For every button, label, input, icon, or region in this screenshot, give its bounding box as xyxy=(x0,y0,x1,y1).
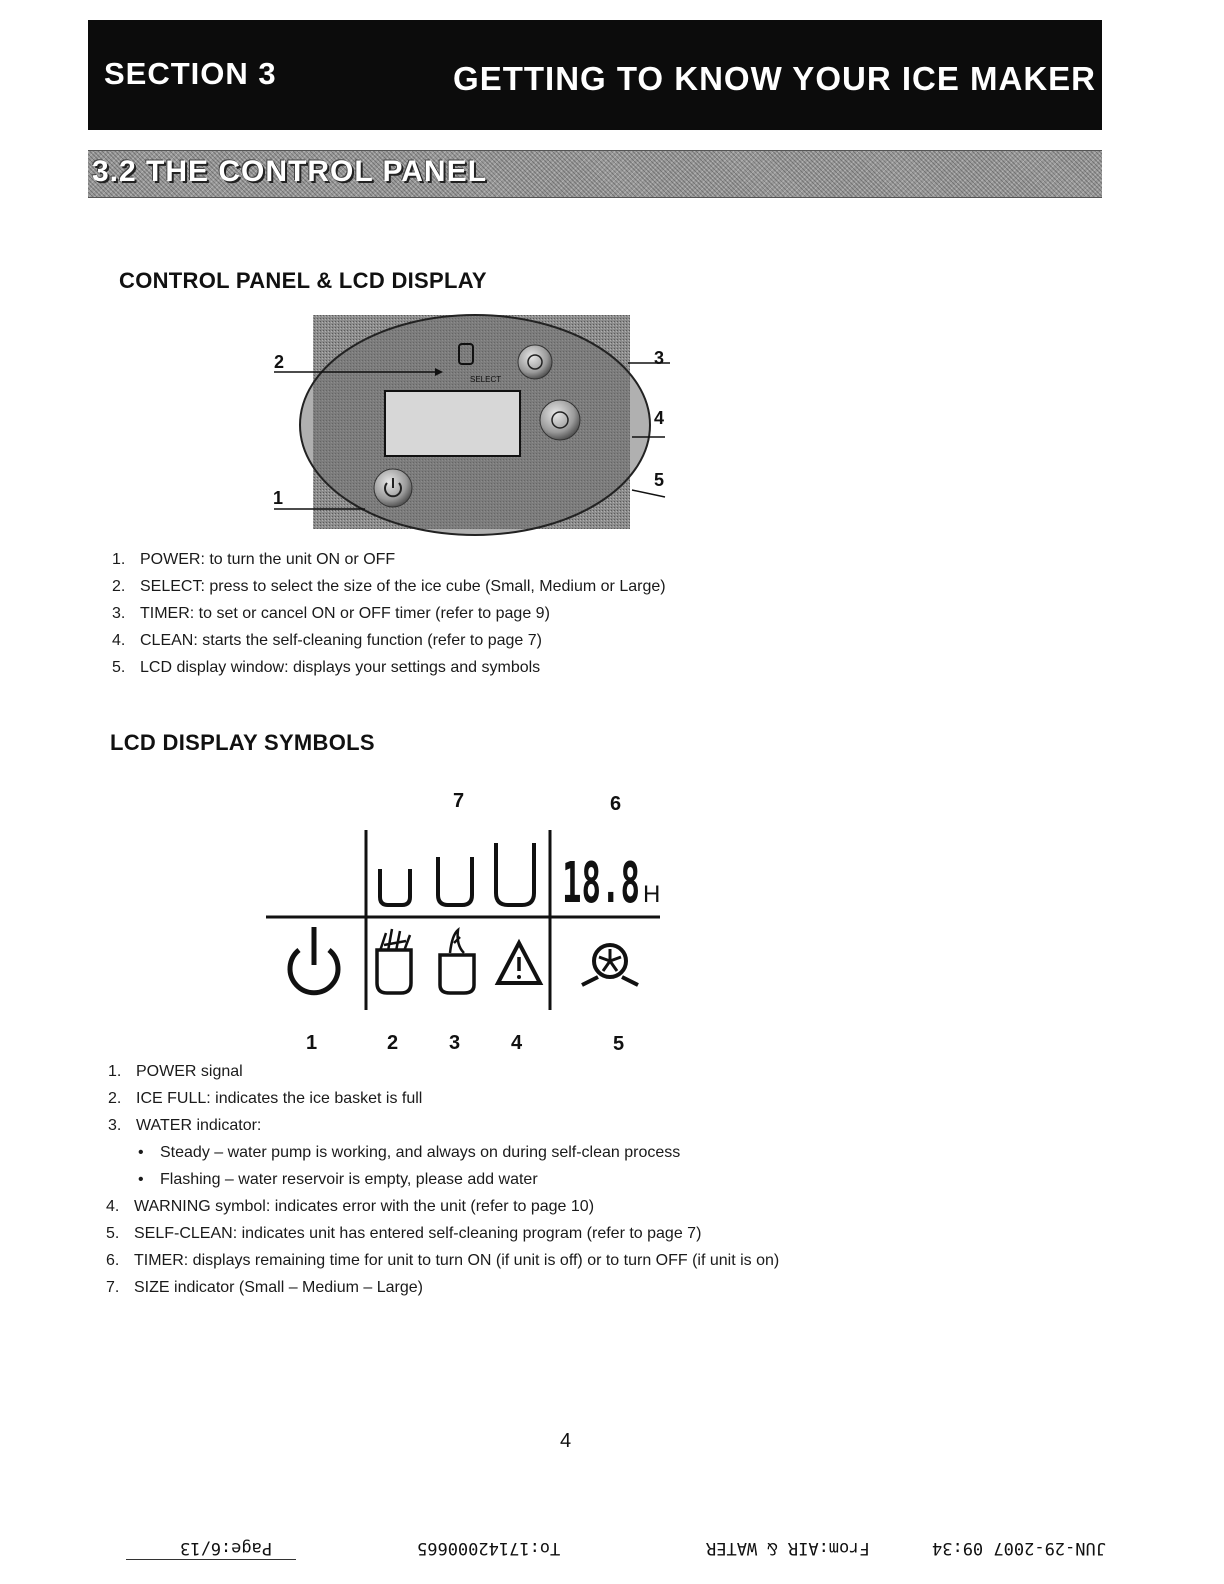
subsection-header-bar xyxy=(88,150,1102,198)
large-cube-icon xyxy=(496,843,534,905)
list-item: 3. TIMER: to set or cancel ON or OFF timer (refer to page 9) xyxy=(112,605,550,622)
label-7: 7 xyxy=(453,790,465,812)
clean-button xyxy=(540,400,580,440)
control-panel-photo xyxy=(260,300,680,540)
timer-digits: 18.8 xyxy=(562,851,640,916)
lcd-window xyxy=(385,391,520,456)
lcd-symbols-grid xyxy=(260,785,680,1060)
callout-1: 1 xyxy=(273,488,284,508)
medium-cube-icon xyxy=(438,857,472,905)
list-item: 4. CLEAN: starts the self-cleaning function (refer to page 7) xyxy=(112,632,542,649)
section-header-bar xyxy=(88,20,1102,130)
callout-2: 2 xyxy=(274,352,285,372)
lcd-symbols-list xyxy=(108,1058,422,1139)
select-label: SELECT xyxy=(470,375,502,384)
label-1: 1 xyxy=(306,1032,318,1054)
control-panel-illustration xyxy=(260,300,680,540)
subsection-title: 3.2 THE CONTROL PANEL xyxy=(92,155,487,188)
list-item: 5. LCD display window: displays your settings and symbols xyxy=(112,659,541,676)
section-title: GETTING TO KNOW YOUR ICE MAKER xyxy=(453,60,1096,97)
list-item: 5. SELF-CLEAN: indicates unit has entered self-cleaning program (refer to page 7) xyxy=(106,1225,702,1242)
timer-hour-unit: H xyxy=(643,881,661,908)
small-cube-icon xyxy=(380,869,410,905)
callout-4: 4 xyxy=(654,408,665,428)
control-panel-heading: CONTROL PANEL & LCD DISPLAY xyxy=(119,268,487,293)
list-item: • Steady – water pump is working, and always on during self-clean process xyxy=(138,1144,681,1161)
list-item: 6. TIMER: displays remaining time for unit to turn ON (if unit is off) or to turn OFF (if unit is on) xyxy=(106,1252,780,1269)
fax-underline xyxy=(126,1559,296,1560)
ice-full-icon xyxy=(377,950,411,993)
section-number: SECTION 3 xyxy=(104,56,277,91)
label-6: 6 xyxy=(610,793,622,815)
list-item: 7. SIZE indicator (Small – Medium – Large) xyxy=(106,1279,423,1296)
lcd-symbols-list-continued xyxy=(106,1193,779,1301)
list-item: • Flashing – water reservoir is empty, please add water xyxy=(138,1171,538,1188)
list-item: 3. WATER indicator: xyxy=(108,1117,262,1134)
lcd-symbols-diagram xyxy=(260,785,680,1060)
callout-3: 3 xyxy=(654,348,665,368)
page-number: 4 xyxy=(560,1430,572,1452)
water-indicator-icon xyxy=(440,955,474,993)
list-item: 2. ICE FULL: indicates the ice basket is full xyxy=(108,1090,423,1107)
timer-button xyxy=(518,345,552,379)
list-item: 1. POWER signal xyxy=(108,1063,243,1080)
label-3: 3 xyxy=(449,1032,461,1054)
fax-page-count: Page:6/13 xyxy=(180,1538,273,1558)
water-indicator-bullets xyxy=(108,1139,680,1193)
list-item: 2. SELECT: press to select the size of the ice cube (Small, Medium or Large) xyxy=(112,578,666,595)
label-2: 2 xyxy=(387,1032,399,1054)
list-item: 4. WARNING symbol: indicates error with the unit (refer to page 10) xyxy=(106,1198,595,1215)
fax-to: To:17142000665 xyxy=(417,1538,561,1558)
callout-line-5 xyxy=(632,490,665,497)
fax-from: From:AIR & WATER xyxy=(706,1538,870,1558)
lcd-symbols-heading: LCD DISPLAY SYMBOLS xyxy=(110,730,375,755)
fax-date: JUN-29-2007 09:34 xyxy=(932,1538,1106,1558)
callout-5: 5 xyxy=(654,470,665,490)
list-item: 1. POWER: to turn the unit ON or OFF xyxy=(112,551,396,568)
label-5: 5 xyxy=(613,1033,625,1055)
label-4: 4 xyxy=(511,1032,523,1054)
control-panel-list xyxy=(112,546,666,681)
